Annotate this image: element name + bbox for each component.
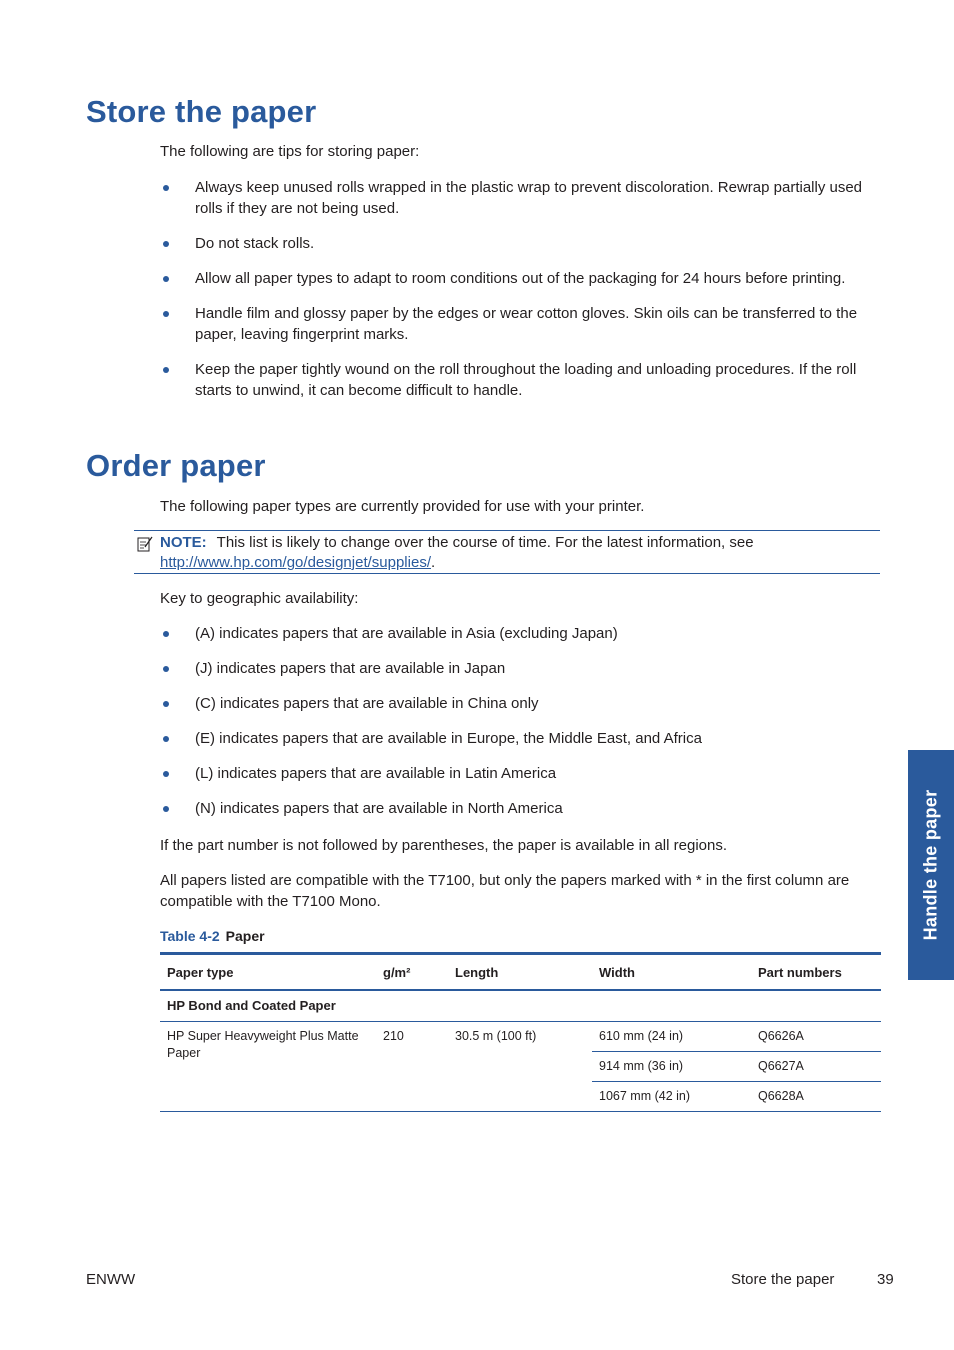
regions-paragraph: If the part number is not followed by parentheses, the paper is available in all regions. [160, 837, 727, 854]
list-item: (E) indicates papers that are available in Europe, the Middle East, and Africa [160, 728, 880, 749]
supplies-link[interactable]: http://www.hp.com/go/designjet/supplies/ [160, 554, 431, 571]
width-cell: 914 mm (36 in) [592, 1052, 751, 1082]
compat-paragraph: All papers listed are compatible with the T7100, but only the papers marked with * in the first column are compatible with the T7100 Mono. [160, 872, 850, 910]
table-row [160, 1022, 881, 1052]
bullet-icon [163, 631, 169, 637]
list-item: Always keep unused rolls wrapped in the plastic wrap to prevent discoloration. Rewrap partially used rolls if they are not being used. [160, 177, 880, 219]
list-item: (C) indicates papers that are available in China only [160, 693, 880, 714]
bullet-icon [163, 276, 169, 282]
col-width: Width [592, 954, 751, 991]
table-number: Table 4-2 [160, 928, 220, 944]
heading-order-paper: Order paper [86, 448, 266, 483]
store-intro: The following are tips for storing paper: [160, 143, 420, 160]
paper-length: 30.5 m (100 ft) [448, 1022, 592, 1112]
col-paper-type: Paper type [160, 954, 376, 991]
bullet-icon [163, 241, 169, 247]
list-item: Keep the paper tightly wound on the roll throughout the loading and unloading procedures. If the roll starts to unwind, it can become difficult to handle. [160, 359, 880, 401]
bullet-icon [163, 701, 169, 707]
list-item: (A) indicates papers that are available in Asia (excluding Japan) [160, 623, 880, 644]
chapter-side-tab [908, 750, 954, 980]
key-intro: Key to geographic availability: [160, 590, 359, 607]
table-header-row [160, 954, 881, 991]
list-item: (N) indicates papers that are available in North America [160, 798, 880, 819]
paper-table [160, 952, 881, 1112]
table-caption [160, 928, 265, 944]
bullet-icon [163, 185, 169, 191]
bullet-icon [163, 311, 169, 317]
note-icon [136, 535, 154, 553]
paper-name: HP Super Heavyweight Plus Matte Paper [160, 1022, 376, 1112]
paper-weight: 210 [376, 1022, 448, 1112]
bullet-icon [163, 771, 169, 777]
width-cell: 1067 mm (42 in) [592, 1082, 751, 1112]
footer-section: Store the paper [731, 1271, 835, 1288]
width-cell: 610 mm (24 in) [592, 1022, 751, 1052]
note-text: This list is likely to change over the course of time. For the latest information, see [216, 534, 754, 551]
chapter-tab-label: Handle the paper [920, 789, 941, 941]
order-intro: The following paper types are currently provided for use with your printer. [160, 498, 645, 515]
note-suffix: . [430, 554, 436, 571]
list-item: (L) indicates papers that are available in Latin America [160, 763, 880, 784]
list-item: Handle film and glossy paper by the edges or wear cotton gloves. Skin oils can be transferred to the paper, leaving fingerprint marks. [160, 303, 880, 345]
store-tips-list [160, 177, 880, 415]
bullet-icon [163, 666, 169, 672]
part-number-cell: Q6627A [751, 1052, 881, 1082]
part-number-cell: Q6626A [751, 1022, 881, 1052]
part-number-cell: Q6628A [751, 1082, 881, 1112]
col-part-numbers: Part numbers [751, 954, 881, 991]
list-item: Do not stack rolls. [160, 233, 880, 254]
table-title: Paper [225, 928, 265, 944]
heading-store-the-paper: Store the paper [86, 94, 317, 129]
table-group-row [160, 990, 881, 1022]
note-label: NOTE: [160, 534, 207, 551]
list-item: (J) indicates papers that are available in Japan [160, 658, 880, 679]
bullet-icon [163, 806, 169, 812]
geo-key-list [160, 623, 880, 833]
bullet-icon [163, 367, 169, 373]
group-label: HP Bond and Coated Paper [160, 990, 881, 1022]
footer-left: ENWW [86, 1271, 136, 1288]
col-weight: g/m² [376, 954, 448, 991]
bullet-icon [163, 736, 169, 742]
list-item: Allow all paper types to adapt to room conditions out of the packaging for 24 hours before printing. [160, 268, 880, 289]
note-box [134, 530, 880, 574]
page-number: 39 [877, 1271, 894, 1288]
col-length: Length [448, 954, 592, 991]
